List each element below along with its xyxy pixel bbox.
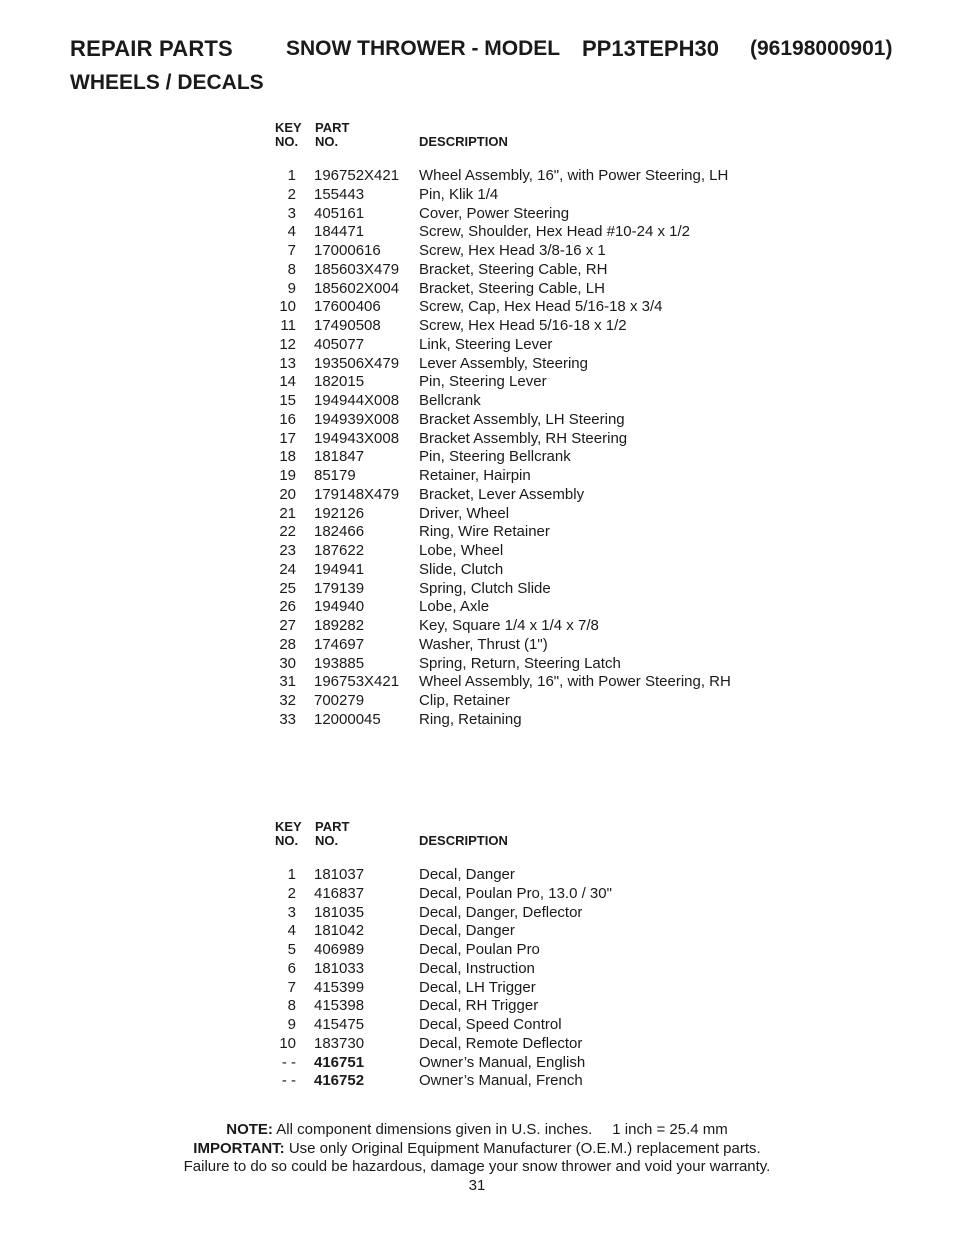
key-number: 12 [279, 335, 296, 353]
part-description: Clip, Retainer [419, 692, 510, 709]
page-header [70, 36, 930, 94]
key-number: 27 [279, 617, 296, 634]
part-description: Bracket Assembly, LH Steering [419, 410, 625, 428]
table-row [272, 448, 792, 467]
table-row [272, 392, 792, 411]
part-number: 182015 [314, 373, 365, 391]
key-number: 16 [279, 410, 296, 428]
key-number: - - [281, 1053, 296, 1071]
key-number: 9 [287, 279, 296, 297]
part-number: 174697 [314, 635, 365, 653]
table-row [272, 1035, 792, 1054]
serial-number: (96198000901) [750, 37, 893, 60]
part-description: Screw, Cap, Hex Head 5/16-18 x 3/4 [419, 298, 663, 316]
page-number: 31 [468, 1176, 486, 1194]
key-number: 2 [287, 884, 296, 902]
part-number: 415398 [314, 997, 365, 1015]
important-text: Use only Original Equipment Manufacturer (O.E.M.) replacement parts. [288, 1139, 761, 1157]
part-number: 405161 [314, 204, 365, 222]
part-description: Cover, Power Steering [419, 204, 570, 222]
table-row [272, 692, 792, 711]
part-description: Driver, Wheel [419, 504, 510, 522]
key-number: 10 [279, 298, 296, 316]
key-number: 28 [279, 635, 296, 653]
part-description: Decal, Speed Control [419, 1016, 562, 1033]
part-description: Decal, Remote Deflector [419, 1034, 583, 1052]
part-description: Spring, Clutch Slide [419, 579, 551, 597]
table-row [272, 1054, 792, 1073]
table-row [272, 167, 792, 186]
key-number: 18 [279, 448, 296, 466]
part-number: 405077 [314, 335, 365, 353]
key-number: 30 [279, 654, 296, 672]
part-number: 179139 [314, 579, 365, 597]
part-number: 189282 [314, 617, 365, 634]
part-description: Decal, RH Trigger [419, 997, 539, 1015]
part-description: Decal, Poulan Pro [419, 941, 540, 958]
part-number: 185603X479 [314, 260, 400, 278]
part-description: Screw, Shoulder, Hex Head #10-24 x 1/2 [419, 223, 690, 241]
key-number: 22 [279, 523, 296, 541]
table-row [272, 1072, 792, 1091]
note-line [0, 1121, 954, 1140]
part-number: 181847 [314, 448, 365, 466]
table-row [272, 336, 792, 355]
part-number: 416751 [314, 1053, 365, 1071]
part-number: 187622 [314, 542, 365, 559]
part-description: Decal, Poulan Pro, 13.0 / 30" [419, 884, 612, 902]
key-number: 13 [279, 354, 296, 372]
part-number: 181035 [314, 903, 365, 921]
part-description: Decal, Instruction [419, 959, 535, 977]
key-number: 26 [279, 598, 296, 616]
key-number: 10 [279, 1034, 296, 1052]
part-description: Owner’s Manual, English [419, 1053, 586, 1071]
part-number: 17600406 [314, 298, 381, 316]
key-number: 1 [287, 866, 296, 883]
decals-parts-table [272, 820, 792, 1091]
key-number: 7 [287, 242, 296, 259]
table-row [272, 941, 792, 960]
part-description: Bracket, Lever Assembly [419, 485, 585, 503]
key-number: 8 [287, 260, 296, 278]
part-number: 415475 [314, 1016, 365, 1033]
wheels-parts-table [272, 121, 792, 730]
table-column-header [272, 121, 792, 153]
part-no-header: PART NO. [315, 819, 350, 848]
part-number: 700279 [314, 692, 365, 709]
table-row [272, 280, 792, 299]
key-number: 33 [279, 710, 296, 728]
table-row [272, 1016, 792, 1035]
part-description: Link, Steering Lever [419, 335, 553, 353]
table-row [272, 598, 792, 617]
key-number: 17 [279, 429, 296, 447]
key-number: 4 [287, 223, 296, 241]
table-row [272, 467, 792, 486]
important-line [0, 1140, 954, 1159]
key-number: 25 [279, 579, 296, 597]
key-number: 24 [279, 560, 296, 578]
table-row [272, 673, 792, 692]
key-number: 11 [280, 317, 296, 334]
part-description: Owner’s Manual, French [419, 1072, 583, 1090]
part-description: Ring, Retaining [419, 710, 522, 728]
table-row [272, 505, 792, 524]
table-row [272, 223, 792, 242]
key-number: 7 [287, 978, 296, 996]
key-number: 32 [279, 692, 296, 709]
table-column-header [272, 820, 792, 852]
key-number: 19 [279, 467, 296, 484]
part-description: Lever Assembly, Steering [419, 354, 588, 372]
part-description: Decal, Danger [419, 922, 515, 940]
page-footer [0, 1121, 954, 1195]
key-number: - - [281, 1072, 296, 1090]
part-number: 196753X421 [314, 673, 400, 691]
part-number: 17490508 [314, 317, 381, 334]
part-number: 416837 [314, 884, 365, 902]
part-number: 179148X479 [314, 485, 400, 503]
key-number: 21 [279, 504, 296, 522]
part-number: 193885 [314, 654, 365, 672]
part-description: Lobe, Axle [419, 598, 490, 616]
key-number: 23 [279, 542, 296, 559]
product-name: SNOW THROWER - MODEL [286, 37, 561, 60]
part-description: Screw, Hex Head 3/8-16 x 1 [419, 242, 606, 259]
key-number: 3 [287, 204, 296, 222]
important-label: IMPORTANT: [193, 1139, 285, 1157]
table-row [272, 655, 792, 674]
part-description: Pin, Klik 1/4 [419, 185, 499, 203]
model-number: PP13TEPH30 [582, 36, 719, 61]
part-number: 155443 [314, 185, 365, 203]
table-row [272, 617, 792, 636]
table-row [272, 904, 792, 923]
table-row [272, 317, 792, 336]
part-description: Decal, Danger [419, 866, 515, 883]
key-number: 2 [287, 185, 296, 203]
wheels-parts-rows [272, 167, 792, 730]
part-number: 192126 [314, 504, 365, 522]
part-description: Lobe, Wheel [419, 542, 504, 559]
key-number: 31 [279, 673, 296, 691]
part-description: Decal, Danger, Deflector [419, 903, 583, 921]
warning-line: Failure to do so could be hazardous, damage your snow thrower and void your warranty. [183, 1158, 771, 1175]
description-header: DESCRIPTION [419, 833, 508, 848]
part-number: 194943X008 [314, 429, 400, 447]
part-description: Spring, Return, Steering Latch [419, 654, 621, 672]
table-row [272, 922, 792, 941]
table-row [272, 261, 792, 280]
part-number: 17000616 [314, 242, 381, 259]
part-description: Slide, Clutch [419, 560, 504, 578]
table-row [272, 542, 792, 561]
part-number: 184471 [314, 223, 365, 241]
table-row [272, 411, 792, 430]
part-number: 181037 [314, 866, 365, 883]
part-number: 185602X004 [314, 279, 400, 297]
table-row [272, 205, 792, 224]
part-number: 181033 [314, 959, 365, 977]
key-no-header: KEY NO. [275, 120, 302, 149]
part-description: Wheel Assembly, 16", with Power Steering, RH [419, 673, 731, 691]
part-number: 406989 [314, 941, 365, 958]
conversion-text: 1 inch = 25.4 mm [612, 1121, 728, 1138]
part-number: 193506X479 [314, 354, 400, 372]
table-row [272, 373, 792, 392]
part-description: Decal, LH Trigger [419, 978, 536, 996]
decals-parts-rows [272, 866, 792, 1091]
key-number: 4 [287, 922, 296, 940]
part-description: Bracket, Steering Cable, RH [419, 260, 608, 278]
note-text: All component dimensions given in U.S. inches. [276, 1121, 593, 1138]
key-number: 3 [287, 903, 296, 921]
part-no-header: PART NO. [315, 120, 350, 149]
table-row [272, 711, 792, 730]
part-description: Key, Square 1/4 x 1/4 x 7/8 [419, 617, 599, 634]
key-number: 9 [287, 1016, 296, 1033]
part-number: 196752X421 [314, 167, 400, 184]
part-number: 194941 [314, 560, 365, 578]
part-description: Pin, Steering Lever [419, 373, 547, 391]
table-row [272, 430, 792, 449]
key-number: 20 [279, 485, 296, 503]
table-row [272, 298, 792, 317]
key-number: 15 [279, 392, 296, 409]
part-number: 194940 [314, 598, 365, 616]
part-number: 182466 [314, 523, 365, 541]
table-row [272, 242, 792, 261]
key-no-header: KEY NO. [275, 819, 302, 848]
part-number: 183730 [314, 1034, 365, 1052]
header-title-line [70, 36, 930, 66]
note-label: NOTE: [226, 1121, 273, 1138]
repair-parts-title: REPAIR PARTS [70, 36, 233, 61]
description-header: DESCRIPTION [419, 134, 508, 149]
part-number: 181042 [314, 922, 365, 940]
table-row [272, 355, 792, 374]
table-row [272, 979, 792, 998]
part-number: 416752 [314, 1072, 365, 1090]
table-row [272, 885, 792, 904]
table-row [272, 580, 792, 599]
part-number: 85179 [314, 467, 356, 484]
part-description: Screw, Hex Head 5/16-18 x 1/2 [419, 317, 627, 334]
part-number: 415399 [314, 978, 365, 996]
part-description: Wheel Assembly, 16", with Power Steering, LH [419, 167, 729, 184]
part-description: Bellcrank [419, 392, 481, 409]
key-number: 8 [287, 997, 296, 1015]
section-title: WHEELS / DECALS [70, 71, 264, 94]
table-row [272, 997, 792, 1016]
part-number: 194939X008 [314, 410, 400, 428]
part-description: Ring, Wire Retainer [419, 523, 550, 541]
table-row [272, 960, 792, 979]
part-description: Washer, Thrust (1") [419, 635, 548, 653]
part-number: 12000045 [314, 710, 381, 728]
part-description: Retainer, Hairpin [419, 467, 531, 484]
table-row [272, 636, 792, 655]
part-description: Bracket, Steering Cable, LH [419, 279, 605, 297]
table-row [272, 486, 792, 505]
table-row [272, 523, 792, 542]
key-number: 14 [279, 373, 296, 391]
key-number: 5 [287, 941, 296, 958]
key-number: 1 [287, 167, 296, 184]
part-description: Pin, Steering Bellcrank [419, 448, 571, 466]
key-number: 6 [287, 959, 296, 977]
table-row [272, 561, 792, 580]
table-row [272, 186, 792, 205]
table-row [272, 866, 792, 885]
part-number: 194944X008 [314, 392, 400, 409]
part-description: Bracket Assembly, RH Steering [419, 429, 628, 447]
